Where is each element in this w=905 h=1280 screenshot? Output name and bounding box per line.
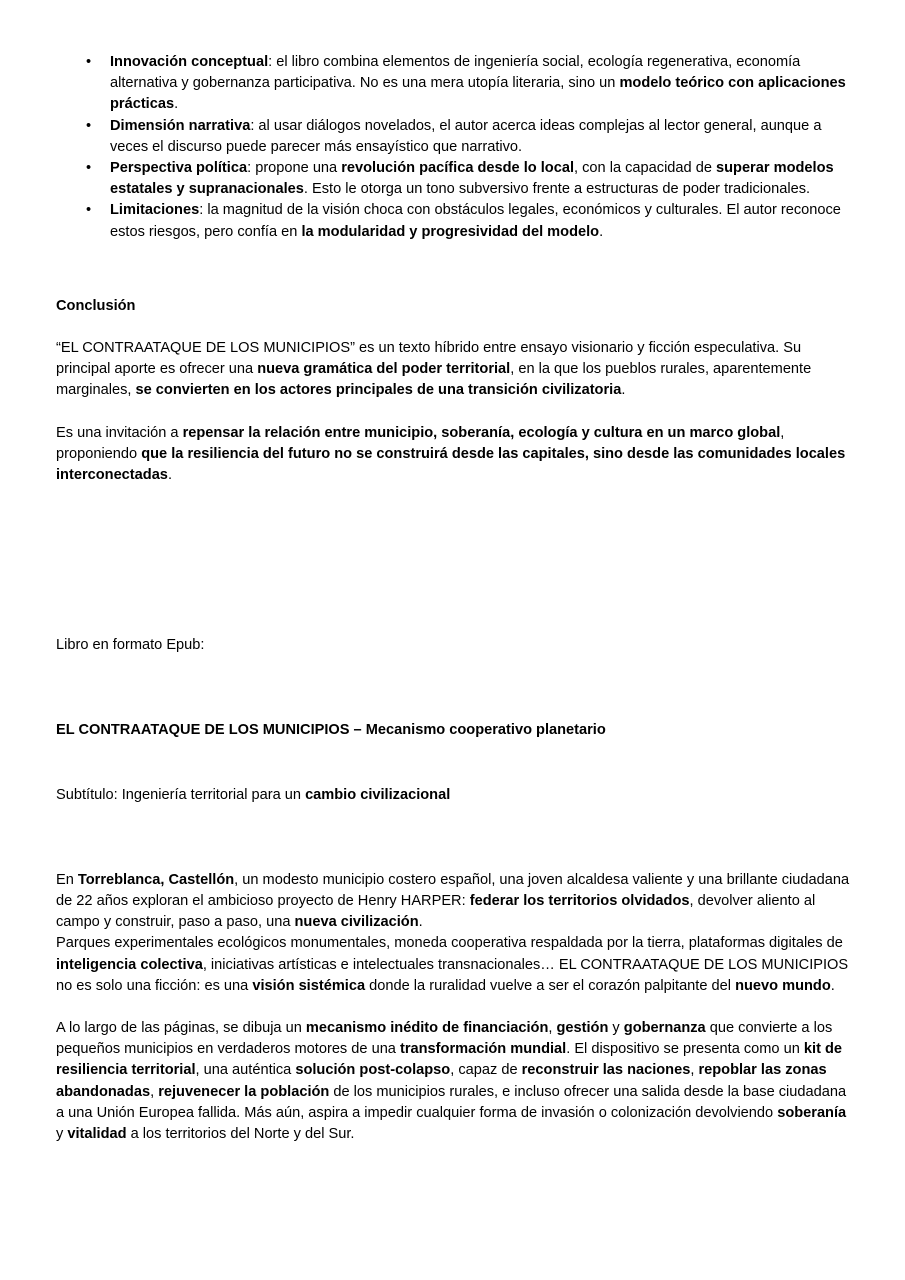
text-run: .: [599, 223, 604, 240]
text-run: .: [167, 467, 172, 484]
bold-run: inteligencia colectiva: [56, 956, 203, 973]
bold-run: revolución pacífica desde lo local: [341, 160, 575, 177]
list-item: [56, 200, 851, 242]
text-run: : la magnitud de la visión choca con obstáculos legales, económicos y culturales. El autor reconoce estos riesgos, pero confía en: [110, 202, 841, 240]
bold-run: Dimensión narrativa: [110, 117, 251, 134]
bold-run: repensar la relación entre municipio, soberanía, ecología y cultura en un marco global: [182, 424, 781, 441]
synopsis-paragraph-3: [56, 1018, 851, 1145]
conclusion-paragraph-2: [56, 423, 851, 487]
text-run: ,: [690, 1062, 699, 1079]
bold-run: kit de resiliencia territorial: [56, 1041, 843, 1079]
text-run: . Esto le otorga un tono subversivo frente a estructuras de poder tradicionales.: [303, 181, 811, 198]
text-run: Parques experimentales ecológicos monumentales, moneda cooperativa respaldada por la tierra, plataformas digitales de: [56, 935, 843, 952]
text-run: Subtítulo: Ingeniería territorial para un: [56, 786, 306, 803]
bold-run: que la resiliencia del futuro no se construirá desde las capitales, sino desde las comunidades locales interconectadas: [56, 445, 846, 484]
list-item-text: [110, 200, 851, 242]
text-run: , iniciativas artísticas e intelectuales transnacionales… EL CONTRAATAQUE DE LOS MUNICIPIOS no es solo una ficción: es una: [56, 956, 849, 994]
list-item-text: [110, 116, 851, 158]
synopsis-paragraph-1: [56, 870, 851, 934]
list-item-text: [110, 158, 851, 200]
text-run: que convierte a los pequeños municipios en verdaderos motores de una: [56, 1020, 833, 1058]
spacer: [56, 486, 851, 635]
text-run: de los municipios rurales, e incluso ofrecer una salida desde la base ciudadana a una Unión Europea fallida. Más aún, aspira a impedir cualquier forma de invasión o colonización devolviendo: [56, 1083, 847, 1121]
text-run: , proponiendo: [56, 424, 785, 462]
synopsis-paragraph-2: [56, 933, 851, 997]
text-run: .: [174, 96, 179, 113]
text-run: En: [56, 871, 78, 888]
bold-run: se convierten en los actores principales de una transición civilizatoria: [135, 382, 622, 399]
bold-run: superar modelos estatales y supranacionales: [110, 160, 834, 198]
text-run: , con la capacidad de: [574, 160, 716, 177]
bold-run: visión sistémica: [252, 977, 366, 994]
analysis-bullet-list: [56, 52, 851, 243]
text-run: , devolver aliento al campo y construir, paso a paso, una: [56, 893, 816, 931]
text-run: a los territorios del Norte y del Sur.: [126, 1126, 355, 1143]
text-run: .: [418, 914, 423, 931]
bold-run: Torreblanca, Castellón: [77, 871, 235, 888]
text-run: , capaz de: [450, 1062, 522, 1079]
book-title: EL CONTRAATAQUE DE LOS MUNICIPIOS – Mecanismo cooperativo planetario: [56, 722, 606, 739]
spacer: [56, 243, 851, 296]
text-run: : propone una: [247, 160, 342, 177]
document-content: [56, 52, 851, 1145]
bold-run: la modularidad y progresividad del modelo: [301, 223, 600, 240]
bold-run: mecanismo inédito de financiación: [305, 1020, 549, 1037]
conclusion-paragraph-1: [56, 338, 851, 402]
text-run: y: [608, 1020, 624, 1037]
text-run: , un modesto municipio costero español, una joven alcaldesa valiente y una brillante ciudadana de 22 años exploran el ambicioso proyecto de Henry HARPER:: [56, 871, 850, 910]
text-run: A lo largo de las páginas, se dibuja un: [56, 1020, 306, 1037]
text-run: .: [621, 382, 626, 399]
bold-run: federar los territorios olvidados: [469, 893, 690, 910]
text-run: ,: [548, 1020, 557, 1037]
spacer: [56, 997, 851, 1018]
bullet-point-icon: •: [86, 54, 92, 70]
list-item-text: [110, 52, 851, 116]
text-run: y: [56, 1126, 68, 1143]
bold-run: Innovación conceptual: [110, 54, 269, 70]
bold-run: reconstruir las naciones: [521, 1062, 691, 1079]
text-run: . El dispositivo se presenta como un: [566, 1041, 804, 1058]
bold-run: nueva gramática del poder territorial: [257, 361, 511, 378]
bold-run: Perspectiva política: [110, 160, 248, 177]
text-run: Es una invitación a: [56, 424, 183, 441]
text-run: donde la ruralidad vuelve a ser el corazón palpitante del: [365, 977, 736, 994]
bold-run: nuevo mundo: [735, 977, 831, 994]
bold-run: soberanía: [777, 1104, 847, 1121]
bullet-point-icon: •: [86, 160, 92, 177]
bold-run: gobernanza: [623, 1020, 706, 1037]
bold-run: transformación mundial: [399, 1041, 567, 1058]
bold-run: repoblar las zonas abandonadas: [56, 1062, 827, 1100]
text-run: : al usar diálogos novelados, el autor acerca ideas complejas al lector general, aunque a veces el discurso puede parecer más ensayístico que narrativo.: [110, 117, 822, 155]
conclusion-heading: Conclusión: [56, 297, 136, 314]
list-item: [56, 52, 851, 116]
bold-run: gestión: [556, 1020, 609, 1037]
bold-run: rejuvenecer la población: [158, 1083, 330, 1100]
text-run: ,: [150, 1083, 159, 1100]
text-run: , una auténtica: [195, 1062, 296, 1079]
epub-format-label: Libro en formato Epub:: [56, 637, 205, 654]
bold-run: Limitaciones: [110, 202, 200, 219]
bullet-point-icon: •: [86, 202, 92, 219]
list-item: [56, 116, 851, 158]
bold-run: vitalidad: [67, 1126, 127, 1143]
spacer: [56, 742, 851, 785]
spacer: [56, 402, 851, 423]
bullet-point-icon: •: [86, 117, 92, 134]
book-subtitle: [56, 785, 851, 806]
bold-run: modelo teórico con aplicaciones prácticas: [110, 75, 846, 113]
text-run: “EL CONTRAATAQUE DE LOS MUNICIPIOS” es un texto híbrido entre ensayo visionario y ficción especulativa. Su principal aporte es ofrecer una: [56, 340, 802, 378]
spacer: [56, 317, 851, 338]
spacer: [56, 656, 851, 720]
bold-run: cambio civilizacional: [305, 786, 451, 803]
text-run: , en la que los pueblos rurales, aparentemente marginales,: [56, 361, 812, 399]
bold-run: nueva civilización: [294, 914, 419, 931]
text-run: .: [830, 977, 835, 994]
text-run: : el libro combina elementos de ingeniería social, ecología regenerativa, economía alternativa y gobernanza participativa. No es una mera utopía literaria, sino un: [110, 54, 801, 92]
list-item: [56, 158, 851, 200]
spacer: [56, 806, 851, 870]
bold-run: solución post-colapso: [295, 1062, 451, 1079]
